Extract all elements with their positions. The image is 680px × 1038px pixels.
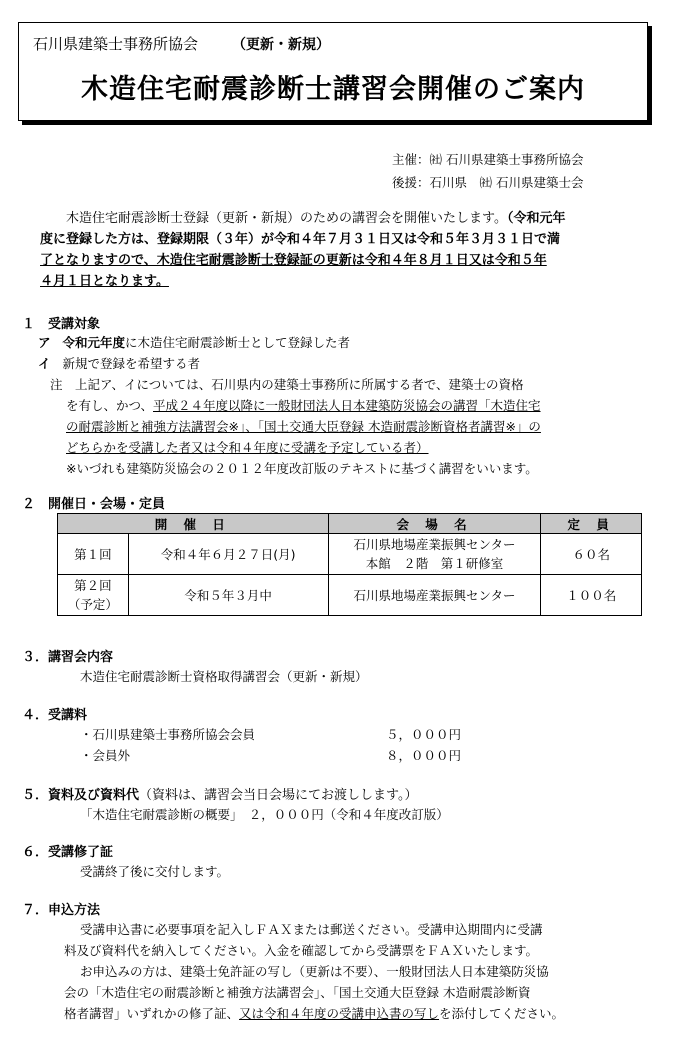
apply-line-2: 料及び資料代を納入してください。入金を確認してから受講票をＦＡＸいたします。	[64, 943, 539, 958]
apply-line-4: 会の「木造住宅の耐震診断と補強方法講習会」、「国土交通大臣登録 木造耐震診断資	[64, 985, 531, 1000]
venue-name: 石川県地場産業振興センター	[353, 537, 516, 552]
section-3-heading: ３．講習会内容	[22, 650, 114, 665]
target-a-bold: 令和元年度	[62, 335, 125, 350]
date-cell: 令和４年６月２７日(月)	[128, 534, 328, 575]
fee-member-amount: ５，０００円	[386, 727, 462, 742]
fee-member-label: ・石川県建築士事務所協会会員	[80, 727, 256, 742]
update-new-tag: （更新・新規）	[232, 37, 331, 53]
note-line-1: 注 上記ア、イについては、石川県内の建築士事務所に所属する者で、建築士の資格	[50, 377, 524, 392]
note-line-2-underlined: 平成２４年度以降に一般財団法人日本建築防災協会の講習「木造住宅	[153, 398, 541, 413]
section-5-heading-line	[22, 784, 417, 803]
apply-line-5-plain: 格者講習」いずれかの修了証、	[64, 1006, 240, 1021]
intro-line-4: ４月１日となります。	[40, 274, 169, 289]
target-i	[38, 354, 200, 372]
section-6-heading: ６．受講修了証	[22, 845, 114, 860]
target-i-text: 新規で登録を希望する者	[62, 356, 200, 371]
note-line-4: どちらかを受講した者又は令和４年度に受講を予定している者）	[66, 440, 429, 455]
section-7-heading: ７．申込方法	[22, 903, 101, 918]
capacity-cell: ６０名	[541, 534, 642, 575]
venue-cell	[328, 534, 541, 575]
section-1-heading: １ 受講対象	[22, 317, 101, 332]
target-a-text: に木造住宅耐震診断士として登録した者	[124, 335, 350, 350]
note-line-3: の耐震診断と補強方法講習会※」、「国土交通大臣登録 木造耐震診断資格者講習※」の	[66, 419, 541, 434]
fee-nonmember-amount: ８，０００円	[386, 748, 462, 763]
apply-line-3: お申込みの方は、建築士免許証の写し（更新は不要）、一般財団法人日本建築防災協	[80, 964, 549, 979]
round-label: 第２回	[74, 578, 112, 593]
section-4-heading: ４．受講料	[22, 708, 88, 723]
header-org-line	[33, 33, 330, 54]
org-name: 石川県建築士事務所協会	[33, 35, 199, 53]
table-header-row	[58, 514, 642, 534]
venue-cell: 石川県地場産業振興センター	[328, 575, 541, 616]
header-date: 開 催 日	[58, 514, 329, 534]
intro-line-1-bold: （令和元年	[506, 211, 566, 226]
table-row	[58, 534, 642, 575]
intro-line-2: 度に登録した方は、登録期限（３年）が令和４年７月３１日又は令和５年３月３１日で満	[40, 232, 561, 247]
section-5-note: （資料は、講習会当日会場にてお渡しします。）	[139, 788, 418, 803]
target-a-mark: ア	[38, 335, 51, 350]
intro-line-1: 木造住宅耐震診断士登録（更新・新規）のための講習会を開催いたします。	[66, 211, 507, 226]
host-line: 主催：㈳ 石川県建築士事務所協会	[392, 152, 584, 167]
section-5-heading: ５．資料及び資料代	[22, 788, 140, 803]
header-capacity: 定 員	[541, 514, 642, 534]
intro-line-3: 了となりますので、木造住宅耐震診断士登録証の更新は令和４年８月１日又は令和５年	[40, 253, 547, 268]
title-box	[18, 22, 648, 121]
sponsor-block	[392, 148, 583, 194]
target-a	[38, 333, 350, 351]
certificate-text: 受講終了後に交付します。	[80, 864, 230, 879]
round-planned-label: （予定）	[67, 597, 118, 612]
apply-line-5	[64, 1004, 564, 1022]
round-label: 第１回	[74, 546, 112, 562]
header-venue: 会 場 名	[328, 514, 541, 534]
table-row	[58, 575, 642, 616]
capacity-cell: １００名	[541, 575, 642, 616]
support-line: 後援：石川県 ㈳ 石川県建築士会	[392, 175, 584, 190]
apply-line-5-underlined: 又は令和４年度の受講申込書の写し	[239, 1006, 440, 1021]
intro-paragraph	[40, 208, 652, 292]
apply-line-5-end: を添付してください。	[439, 1006, 565, 1021]
note-line-5: ※いづれも建築防災協会の２０１２年度改訂版のテキストに基づく講習をいいます。	[66, 461, 538, 476]
fee-nonmember-label: ・会員外	[80, 748, 131, 763]
target-i-mark: イ	[38, 356, 51, 371]
date-cell: 令和５年３月中	[128, 575, 328, 616]
material-line: 「木造住宅耐震診断の概要」 ２，０００円（令和４年度改訂版）	[80, 807, 449, 822]
venue-room: 本館 ２階 第１研修室	[365, 556, 504, 571]
schedule-table	[57, 513, 642, 616]
page-title: 木造住宅耐震診断士講習会開催のご案内	[81, 74, 585, 105]
course-content: 木造住宅耐震診断士資格取得講習会（更新・新規）	[80, 669, 368, 684]
section-2-heading: ２ 開催日・会場・定員	[22, 497, 166, 512]
apply-line-1: 受講申込書に必要事項を記入しＦＡＸまたは郵送ください。受講申込期間内に受講	[80, 922, 543, 937]
round-cell	[58, 534, 129, 575]
note-line-2	[66, 396, 541, 414]
note-line-2-plain: を有し、かつ、	[66, 398, 154, 413]
round-cell	[58, 575, 129, 616]
